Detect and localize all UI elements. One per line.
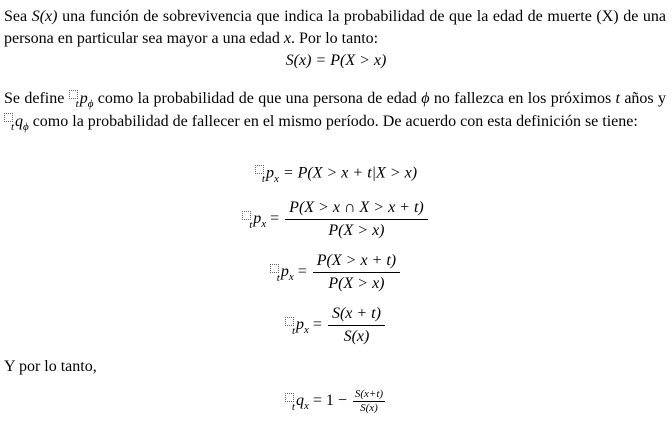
math-t: t [615,90,620,107]
subscript-x: x [304,324,309,337]
math-phi: ϕ [421,90,430,107]
math-p: p [296,316,305,334]
math-q: q [295,392,304,410]
subscript-t: t [276,271,280,284]
equation-survival-ratio: t $p_x$ = $\frac{S(x + t)}{S(x)}$ [0,303,672,348]
subscript-t: t [75,98,79,111]
equation-conditional [0,164,672,184]
prefix-t [4,112,14,132]
equation-ratio: t $p_x$ = $\frac{P(X > x + t)}{P(X > x)}$ [0,250,672,295]
equation-text: S(x) = P(X > x) [285,52,387,69]
prefix-t [69,89,79,109]
text-fragment: años y [619,90,667,107]
prefix-t [270,263,280,283]
subscript-x: x [273,172,279,185]
math-sx: S(x) [31,8,58,25]
equation-tqx [0,388,672,415]
prefix-t [285,392,295,412]
text-fragment: una función de sobrevivencia que indica la probabilidad de que la edad de muerte (X) de una persona en particular sea mayor a una edad [4,8,666,47]
paragraph-tpx-definition [4,88,666,134]
numerator: S(x + t) [328,303,385,326]
denominator: S(x) [360,402,378,414]
paragraph-therefore [4,356,666,378]
text-fragment: Se define [4,90,69,107]
text-fragment: Y por lo tanto, [4,358,97,375]
numerator: P(X > x ∩ X > x + t) [285,197,428,220]
math-x: x [283,30,291,47]
math-p: p [253,210,262,228]
subscript-t: t [291,324,296,337]
fraction [313,250,400,295]
text-fragment: como la probabilidad de fallecer en el mismo período. De acuerdo con esta definición se tiene: [28,113,638,130]
numerator: S(x+t) [354,388,384,400]
denominator: S(x) [343,328,370,345]
prefix-t [255,164,265,184]
numerator: P(X > x + t) [313,250,400,273]
equation-text: = P(X > x + t|X > x) [282,164,418,182]
prefix-t [242,210,252,230]
text-fragment: . Por lo tanto: [290,30,379,47]
subscript-t: t [249,218,253,231]
subscript-t: t [291,400,295,413]
math-p: p [79,90,88,107]
equation-intersection: t $p_x$ = $\frac{P(X > x \cap X > x + t)}{P(X > x)}$ [0,197,672,242]
prefix-t [285,316,295,336]
subscript-t: t [261,173,265,185]
text-fragment: Sea [4,8,32,25]
subscript-phi: ϕ [87,98,94,110]
text-fragment: no fallezca en los próximos [429,90,616,107]
equation-text: = 1 − [312,392,347,410]
denominator: P(X > x) [328,222,385,239]
fraction-small [353,388,385,415]
math-q: q [15,113,23,130]
subscript-x: x [288,271,294,284]
equation-survival [0,52,672,70]
denominator: P(X > x) [328,275,385,292]
paragraph-survival-definition [4,6,666,50]
subscript-phi: ϕ [23,121,29,133]
text-fragment: como la probabilidad de que una persona de edad [93,90,422,107]
math-p: p [265,164,274,182]
subscript-t: t [10,121,14,134]
fraction [328,303,385,348]
subscript-x: x [303,400,309,413]
subscript-x: x [261,218,267,231]
fraction [285,197,428,242]
math-p: p [280,263,289,281]
